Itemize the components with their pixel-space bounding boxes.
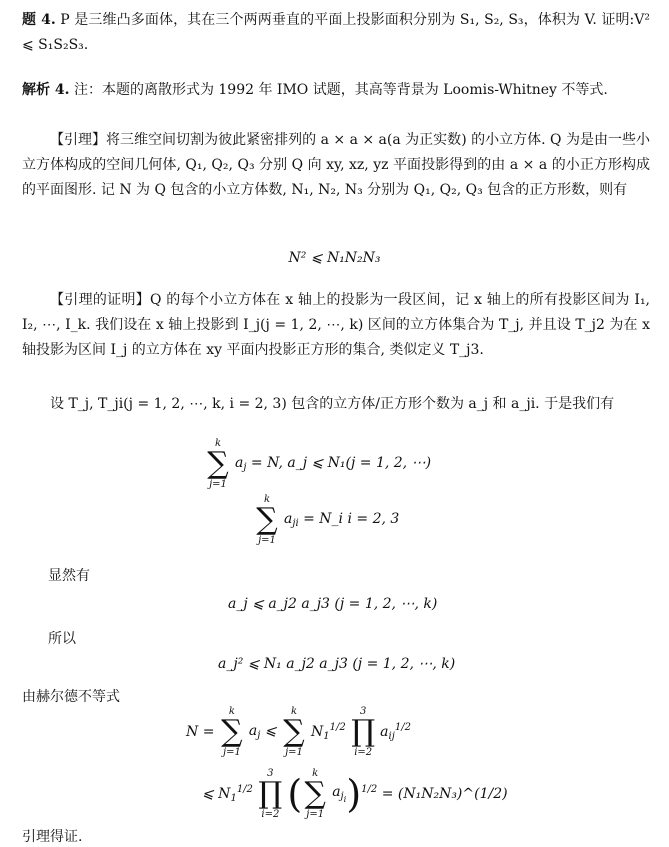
- proof-label: 【引理的证明】: [50, 292, 151, 308]
- analysis-label: 解析 4.: [22, 82, 70, 98]
- eq1-rhs: = N, a_j ⩽ N₁(j = 1, 2, ⋯): [250, 455, 432, 471]
- holder-text: 由赫尔德不等式: [22, 689, 120, 705]
- therefore-text: 所以: [48, 631, 76, 647]
- obviously-text: 显然有: [48, 568, 90, 584]
- lemma-label: 【引理】: [50, 132, 107, 148]
- eq2-rhs: = N_i i = 2, 3: [303, 511, 400, 527]
- problem-paragraph: [22, 8, 650, 58]
- equation-aj-bound: a_j ⩽ a_j2 a_j3 (j = 1, 2, ⋯, k): [228, 596, 438, 612]
- sum-symbol: k ∑ j=1: [256, 494, 278, 546]
- analysis-text: 注：本题的离散形式为 1992 年 IMO 试题，其高等背景为 Loomis-Whitney 不等式.: [73, 82, 608, 98]
- equation-holder-line1: N = k ∑ j=1 $a_j$ ⩽ k ∑ j=1 $N_1^{1/2}$ 3 ∏ i=2 $a_{ij}^{1/2}$: [186, 706, 411, 758]
- equation-sum-aji: k ∑ j=1 $a_{ji}$ = N_i i = 2, 3: [254, 494, 399, 546]
- lemma-paragraph: [22, 128, 650, 203]
- lemma-text: 将三维空间切割为彼此紧密排列的 a × a × a(a 为正实数) 的小立方体. Q 为是由一些小立方体构成的空间几何体, Q₁, Q₂, Q₃ 分别 Q 向 xy, xz, yz 平面投影得到的由 a × a 的小正方形构成的平面图形. 记 N 为 Q 包含的小立方体数, N₁, N₂, N₃ 分别为 Q₁, Q₂, Q₃ 包含的正方形数，则有: [22, 132, 651, 198]
- equation-holder-line2: ⩽ $N_1^{1/2}$ 3 ∏ i=2 ( k ∑ j=1 $a_{j_i})^{1/2}$ = (N₁N₂N₃)^(1/2): [202, 768, 508, 820]
- proof-text: Q 的每个小立方体在 x 轴上的投影为一段区间，记 x 轴上的所有投影区间为 I₁, I₂, ⋯, I_k. 我们设在 x 轴上投影到 I_j(j = 1, 2, ⋯, k) 区间的立方体集合为 T_j, 并且设 T_j2 为在 x 轴投影为区间 I_j 的立方体在 xy 平面内投影正方形的集合, 类似定义 T_j3.: [22, 292, 651, 358]
- analysis-paragraph: [22, 78, 650, 103]
- equation-aj-squared: a_j² ⩽ N₁ a_j2 a_j3 (j = 1, 2, ⋯, k): [218, 656, 456, 672]
- problem-text: P 是三维凸多面体，其在三个两两垂直的平面上投影面积分别为 S₁, S₂, S₃，体积为 V. 证明:V² ⩽ S₁S₂S₃.: [22, 12, 650, 53]
- proof-paragraph: [22, 288, 650, 363]
- conclusion-text: 引理得证.: [22, 829, 83, 845]
- lemma-equation: N² ⩽ N₁N₂N₃: [288, 250, 381, 266]
- problem-label: 题 4.: [22, 12, 56, 28]
- eq5-tail: = (N₁N₂N₃)^(1/2): [381, 786, 508, 802]
- sum-symbol: k ∑ j=1: [207, 438, 229, 490]
- equation-sum-aj: k ∑ j=1 $a_j = N$, a_j ⩽ N₁(j = 1, 2, ⋯): [205, 438, 431, 490]
- proof-paragraph-2: 设 T_j, T_ji(j = 1, 2, ⋯, k, i = 2, 3) 包含的立方体/正方形个数为 a_j 和 a_ji. 于是我们有: [50, 396, 615, 412]
